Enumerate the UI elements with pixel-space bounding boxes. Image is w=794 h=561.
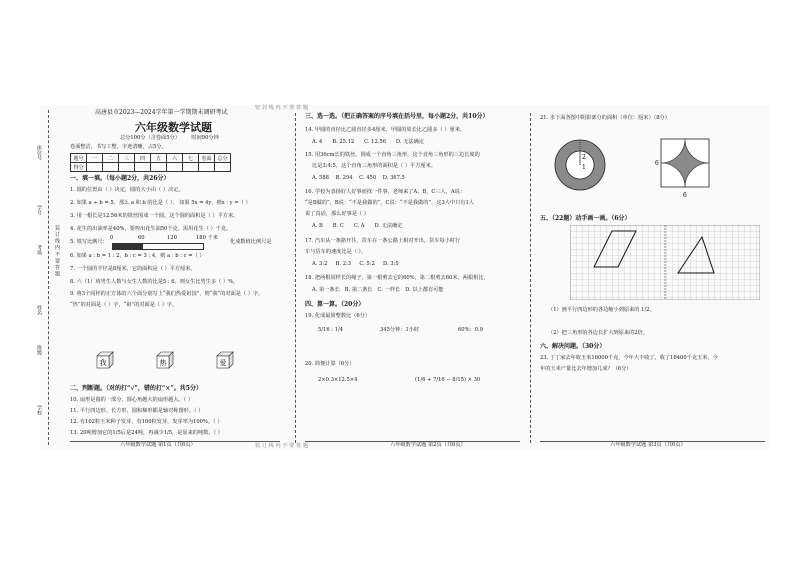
score-header-cell: 卷面: [199, 154, 215, 163]
square-arc-figure: [655, 135, 715, 199]
score-header-cell: 七: [183, 154, 199, 163]
question-16-options: A. B B. C C. A D. 无法确定: [312, 223, 403, 229]
score-header-cell: 四: [135, 154, 151, 163]
column-divider-1: [295, 113, 296, 443]
question-16-ask: 说了真话，那么好事是（ ）: [305, 211, 369, 217]
score-cell[interactable]: [215, 163, 231, 172]
page-2-footer: 六年级数学试题 第2页（共6页）: [390, 442, 466, 448]
question-15: 15. 用36cm长的铁丝，围成一个直角三角形，这个直角三角形的三边长度的: [305, 152, 480, 158]
question-1: 1. 圆的位置由（ ）决定，圆的大小由（ ）决定。: [70, 187, 184, 193]
score-table: [70, 153, 231, 172]
exam-room-label: 考场: [36, 245, 42, 255]
exam-info: 总分100分（含卷面5分） 时间90分钟: [120, 135, 219, 141]
exam-title: 六年级数学试题: [135, 121, 212, 134]
question-21: 21. 求下面各图中阴影部分的面积（单位：厘米）（8分）: [540, 115, 670, 121]
score-header-cell: 题号: [71, 154, 87, 163]
draw-task-1: （1）画平行四边形的各边缩小到原来的 1/2。: [548, 307, 655, 313]
question-6: 6. 如果 a : b = 1 : 2，b : c = 3 : 4，则 a : b : c =（ ）: [70, 253, 205, 259]
exam-subtitle: 高唐县市2023—2024学年第一学期期末调研考试: [95, 109, 228, 116]
column-divider-2: [530, 113, 531, 443]
scale-tick-180: 180 千米: [196, 235, 218, 241]
binding-hint: 装 订 线 内 不 要 答 题: [54, 225, 60, 277]
question-15-continued: 比是3:4:5，这个直角三角形的面积是（ ）平方厘米。: [312, 163, 436, 169]
section-4-heading: 四、算一算。（20分）: [305, 301, 365, 308]
score-header-cell: 总分: [215, 154, 231, 163]
question-8: 8. 六（1）班男生人数与女生人数的比是5 : 6，则女生比男生多（ ）%。: [70, 279, 239, 285]
ring-inner-radius-label: 2: [582, 154, 586, 161]
score-cell[interactable]: [119, 163, 135, 172]
cube-3-face: 爱: [219, 359, 227, 367]
question-16: 16. 学校为表扬好人好事而找一件事，老师来了A、B、C三人，A说：: [305, 189, 466, 195]
scale-tick-120: 120: [167, 235, 177, 241]
score-header-cell: 三: [119, 154, 135, 163]
score-cell[interactable]: [87, 163, 103, 172]
section-6-heading: 六、解决问题。（30分）: [540, 343, 606, 350]
question-9-continued: “热”的对面是（ ）字，“祖”的对面是（ ）字。: [70, 302, 178, 308]
judge-12: 12. 有102粒玉米种子发芽，有100粒发芽，发芽率为100%。（ ）: [70, 419, 223, 425]
ratio-item-1: 5/16 : 1/4: [318, 327, 344, 333]
question-23: 23. 丁丁家去年收玉米16000千克，今年大丰收了，收了18400千克玉米，今: [540, 355, 718, 361]
question-3: 3. 用一根长是12.56米的铁丝围成一个圆，这个圆的面积是（ ）平方米。: [70, 213, 239, 219]
scale-bar: [112, 243, 204, 250]
judge-11: 11. 平行四边形、长方形、圆和梯形都是轴对称图形。（ ）: [70, 408, 204, 414]
draw-task-2: （2）把三角形的各边长扩大到原来的2倍。: [548, 330, 648, 336]
ring-width-label: 1: [582, 164, 586, 171]
cube-2-face: 热: [159, 359, 167, 367]
question-7: 7. 一个圆的半径是8厘米，它的面积是（ ）平方厘米。: [70, 266, 196, 272]
cube-1: [95, 350, 115, 370]
cube-2: [155, 350, 175, 370]
question-17-options: A. 3:2 B. 2:3 C. 5:2 D. 3:5: [312, 261, 399, 267]
question-14: 14. 甲圆的直径比乙圆直径多4厘米，甲圆的周长比乙圆多（ ）厘米。: [305, 127, 466, 133]
question-23-continued: 年的玉米产量比去年增加几成？（6分）: [540, 366, 632, 372]
judge-10: 10. 扇形是圆的一部分，圆心角越大的扇形越大。（ ）: [70, 397, 194, 403]
student-id-label: 学号: [36, 205, 42, 215]
section-5-heading: 五、（22题）动手画一画。（6分）: [540, 215, 631, 222]
score-header-cell: 六: [167, 154, 183, 163]
seat-label: 座位号: [36, 145, 42, 160]
score-cell[interactable]: [167, 163, 183, 172]
question-9: 9. 将3个同样的正方体的六个面分别写上“我们热爱祖国”，则“我”的对面是（ ）字，: [70, 291, 264, 297]
question-18: 18. 把两根同样长的绳子，第一根剪去它的60%，第二根剪去60米，两根相比，: [305, 275, 489, 281]
score-header-cell: 一: [87, 154, 103, 163]
question-17-continued: 车与货车的速度比是（ ）。: [305, 249, 367, 255]
section-3-heading: 三、选一选。（把正确答案的序号填在括号里，每小题2分，共10分）: [305, 113, 489, 120]
scale-tick-0: 0: [110, 235, 114, 241]
score-cell[interactable]: [103, 163, 119, 172]
scale-tick-60: 60: [138, 235, 145, 241]
calc-item-2: (1/6 + 7/16 − 8/15) × 30: [415, 377, 481, 383]
cube-3: [215, 350, 235, 370]
section-1-heading: 一、填一填。（每小题2分，共26分）: [70, 175, 170, 182]
question-15-options: A. 588 B. 294 C. 450 D. 367.5: [312, 175, 405, 181]
name-label: 姓名: [36, 305, 42, 315]
ring-figure: [550, 135, 610, 195]
square-side-label: 6: [655, 160, 659, 167]
class-label: 班级: [36, 345, 42, 355]
bottom-seal-note: 装 订 线 内 不 要 答 题: [255, 443, 309, 449]
score-cell[interactable]: [151, 163, 167, 172]
question-19: 19. 化成最简整数比（6分）: [305, 313, 371, 319]
score-row-label: 得分: [71, 163, 87, 172]
score-cell[interactable]: [135, 163, 151, 172]
ratio-item-2: 345分钟：1小时: [380, 327, 420, 333]
score-cell[interactable]: [199, 163, 215, 172]
score-header-cell: 二: [103, 154, 119, 163]
exam-notice: 卷面整洁，书写工整，字迹清晰，占5分。: [70, 144, 167, 150]
drawing-grid[interactable]: [570, 225, 760, 300]
square-bottom-label: 6: [683, 192, 687, 199]
question-5: 5. 填写比例尺：: [70, 239, 108, 245]
question-14-options: A. 4 B. 25.12 C. 12.56 D. 无法确定: [312, 139, 424, 145]
school-label: 学校: [36, 405, 42, 415]
page-3-footer: 六年级数学试题 第3页（共6页）: [610, 442, 686, 448]
exam-sheet: [36, 105, 770, 450]
ratio-item-3: 60%：0.9: [458, 327, 483, 333]
question-16-continued: “是B做的”，B说：“不是我做的”，C说：“不是我做的”，这3人中只有1人: [305, 200, 474, 206]
top-seal-note: 密 封 线 内 不 要 答 题: [255, 105, 309, 111]
score-cell[interactable]: [183, 163, 199, 172]
scale-conversion-text: 化成数值比例尺是: [230, 239, 272, 245]
cube-1-face: 我: [99, 359, 107, 367]
judge-13: 13. 20吨增加它的1/5后是24吨，再减少1/5，是原来的吨数。（ ）: [70, 430, 223, 436]
page-1-footer: 六年级数学试题 第1页（共6页）: [120, 442, 196, 448]
scale-bar-fill: [113, 244, 143, 249]
binding-line: [48, 110, 49, 445]
question-4: 4. 花生的出油率是40%，要榨出花生油50千克，需用花生（ ）千克。: [70, 226, 232, 232]
question-17: 17. 汽车从一条路开往，货车在一条公路上相对开出，货车每小时行: [305, 238, 461, 244]
question-2: 2. 如果 a ÷ b = 5，那么 a 和 b 的比是（ ）。 如果 5x = 4y，则x : y =（ ）: [70, 200, 251, 206]
section-2-heading: 二、判断题。（对的打“√”，错的打“×”。共5分）: [70, 385, 202, 392]
calc-item-1: 2×0.3×12.5×4: [318, 377, 358, 383]
question-18-options: A. 第一条长 B. 第二条长 C. 一样长 D. 以上都有可能: [312, 287, 444, 293]
question-20: 20. 简便计算（6分）: [305, 361, 355, 367]
score-header-cell: 五: [151, 154, 167, 163]
